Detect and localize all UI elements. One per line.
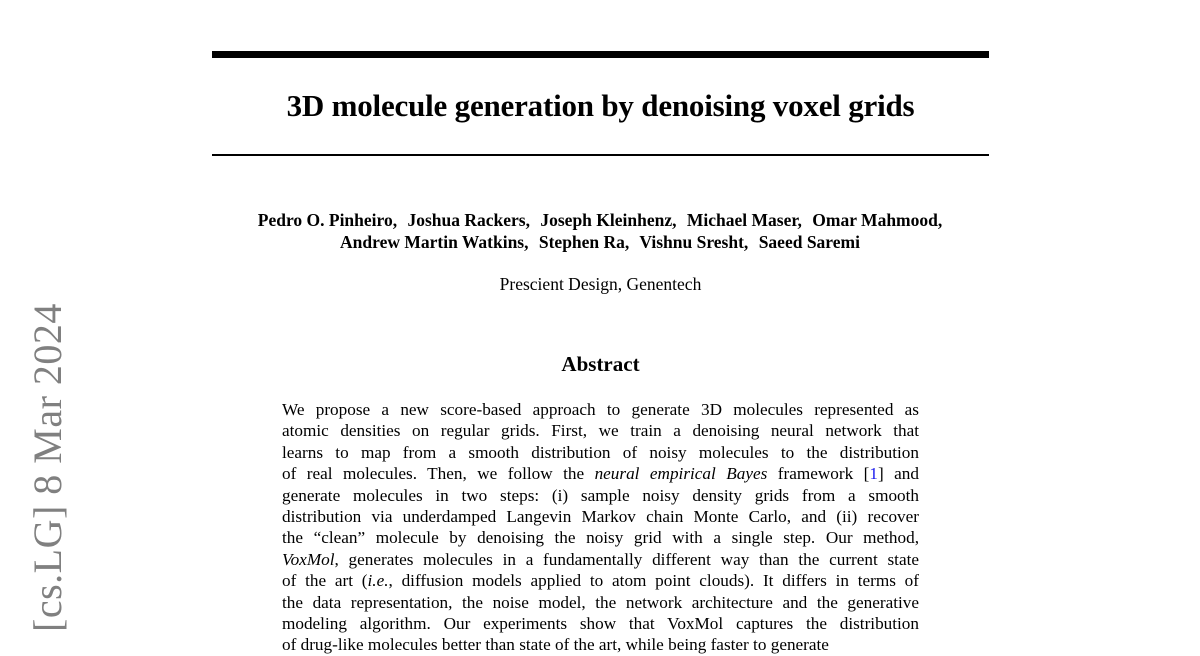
author-list	[180, 209, 1020, 253]
abstract-line: of drug-like molecules better than state of the art, while being faster to generate	[282, 635, 829, 655]
abstract-line: We propose a new score-based approach to generate 3D molecules represented as	[282, 400, 919, 419]
affiliation: Prescient Design, Genentech	[499, 274, 702, 294]
abstract-emphasis: neural empirical Bayes	[594, 464, 768, 484]
author-line-1	[180, 209, 1020, 231]
abstract-fragment: of the art (	[282, 571, 368, 591]
abstract-line: the data representation, the noise model, the network architecture and the generative	[282, 592, 919, 612]
author-name: Stephen Ra,	[538, 232, 630, 252]
abstract-text	[282, 399, 919, 656]
abstract-line: atomic densities on regular grids. First, we train a denoising neural network that	[282, 421, 919, 441]
author-name: Saeed Saremi	[758, 232, 860, 252]
author-name: Joshua Rackers,	[407, 210, 530, 230]
author-name: Vishnu Sresht,	[639, 232, 749, 252]
abstract-line	[282, 549, 919, 570]
abstract-emphasis: VoxMol	[282, 549, 335, 569]
abstract-fragment: , diffusion models applied to atom point clouds). It differs in terms of	[388, 571, 919, 591]
author-name: Omar Mahmood,	[812, 210, 943, 230]
title-bottom-rule	[212, 154, 989, 156]
author-name: Pedro O. Pinheiro,	[257, 210, 398, 230]
abstract-line: learns to map from a smooth distribution of noisy molecules to the distribution	[282, 442, 919, 462]
abstract-line: distribution via underdamped Langevin Markov chain Monte Carlo, and (ii) recover	[282, 507, 919, 527]
abstract-line	[282, 570, 919, 591]
author-name: Joseph Kleinhenz,	[540, 210, 677, 230]
abstract-line: generate molecules in two steps: (i) sample noisy density grids from a smooth	[282, 485, 919, 505]
abstract-fragment: ] and	[877, 464, 919, 484]
abstract-heading: Abstract	[561, 352, 640, 376]
abstract-fragment: of real molecules. Then, we follow the	[282, 464, 595, 484]
author-name: Michael Maser,	[686, 210, 802, 230]
citation-link[interactable]: 1	[869, 464, 878, 484]
abstract-fragment: framework [	[767, 464, 870, 484]
abstract-line: the “clean” molecule by denoising the noisy grid with a single step. Our method,	[282, 528, 919, 548]
abstract-line	[282, 463, 919, 484]
arxiv-identifier-stamp: [cs.LG] 8 Mar 2024	[25, 303, 70, 632]
title-top-rule	[212, 51, 989, 58]
paper-title: 3D molecule generation by denoising voxel grids	[286, 88, 915, 123]
abstract-line: modeling algorithm. Our experiments show that VoxMol captures the distribution	[282, 614, 919, 634]
abstract-emphasis: i.e.	[367, 571, 389, 591]
abstract-fragment: , generates molecules in a fundamentally different way than the current state	[334, 549, 919, 569]
author-name: Andrew Martin Watkins,	[340, 232, 529, 252]
author-line-2	[180, 231, 1020, 253]
